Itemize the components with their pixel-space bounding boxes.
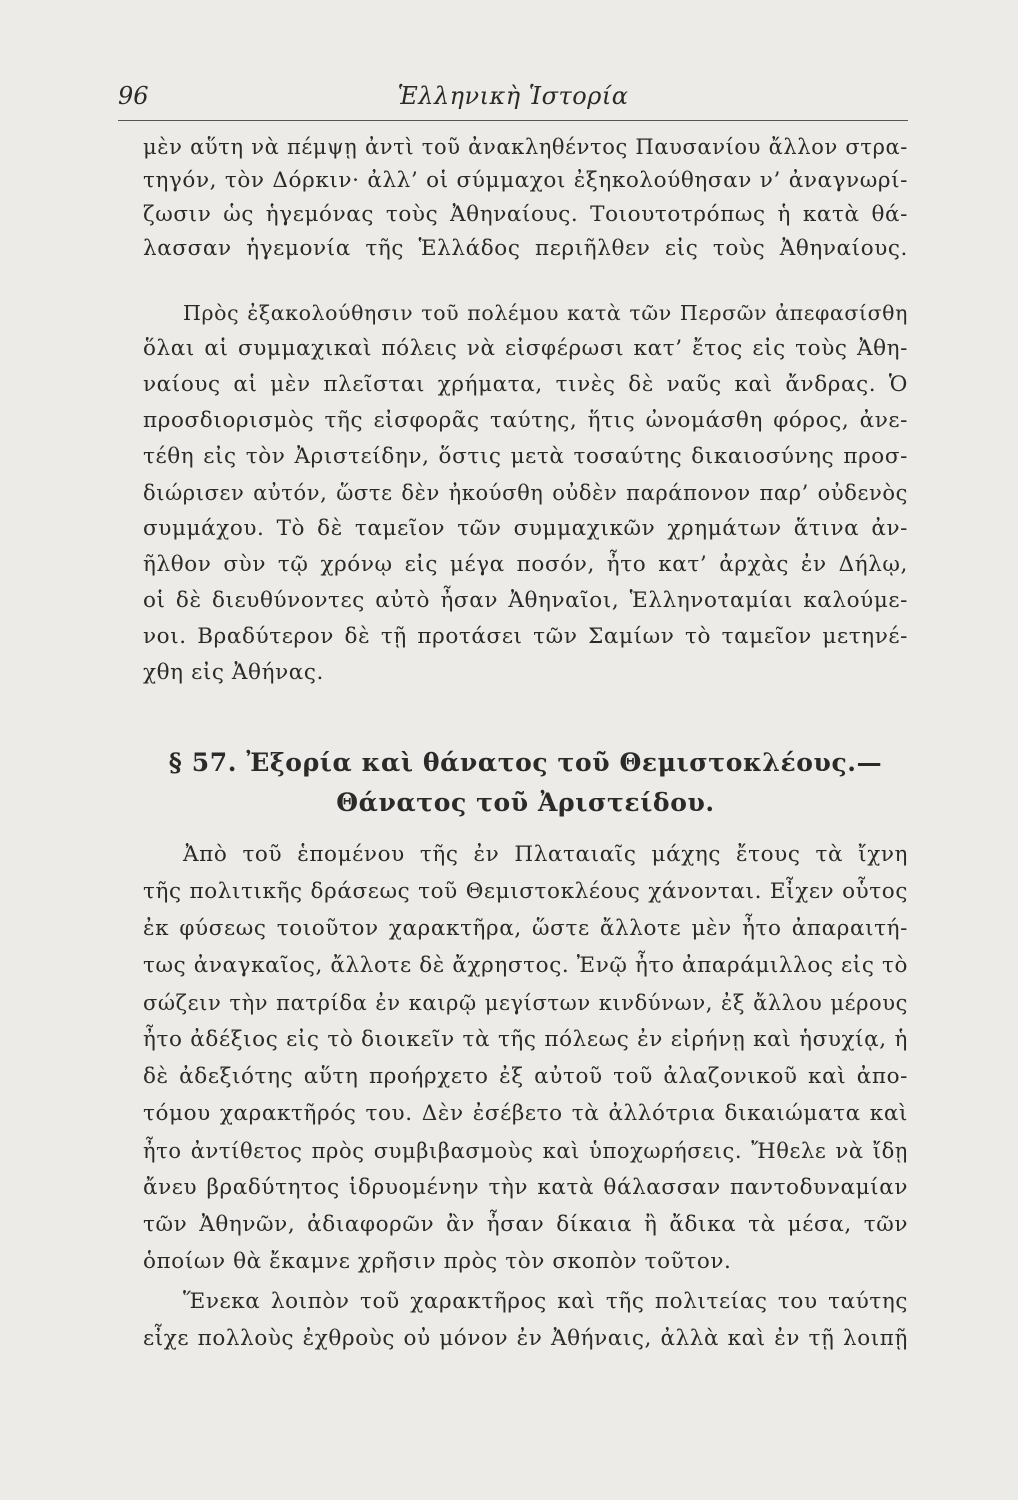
text-line: προσδιορισμὸς τῆς εἰσφορᾶς ταύτης, ἥτις ὠνομάσθη φόρος, ἀνε- (143, 408, 908, 433)
text-line: ἦτο ἀντίθετος πρὸς συμβιβασμοὺς καὶ ὑποχωρήσεις. Ἤθελε νὰ ἴδῃ (143, 1139, 908, 1163)
text-line: τηγόν, τὸν Δόρκιν· ἀλλ’ οἱ σύμμαχοι ἐξηκολούθησαν ν’ ἀναγνωρί- (143, 168, 908, 193)
text-line: ναίους αἱ μὲν πλεῖσται χρήματα, τινὲς δὲ ναῦς καὶ ἄνδρας. Ὁ (143, 372, 908, 397)
page-number: 96 (118, 82, 149, 110)
text-line: χθη εἰς Ἀθήνας. (143, 660, 324, 685)
text-line: τῆς πολιτικῆς δράσεως τοῦ Θεμιστοκλέους χάνονται. Εἶχεν οὗτος (143, 879, 908, 904)
text-line: ἄνευ βραδύτητος ἱδρυομένην τὴν κατὰ θάλασσαν παντοδυναμίαν (143, 1175, 908, 1200)
text-line: τόμου χαρακτῆρός του. Δὲν ἐσέβετο τὰ ἀλλότρια δικαιώματα καὶ (143, 1101, 908, 1126)
running-title: Ἑλληνικὴ Ἱστορία (397, 82, 629, 110)
text-line: τέθη εἰς τὸν Ἀριστείδην, ὅστις μετὰ τοσαύτης δικαιοσύνης προσ- (143, 444, 908, 469)
text-line: διώρισεν αὐτόν, ὥστε δὲν ἠκούσθη οὐδὲν παράπονον παρ’ οὐδενὸς (143, 481, 908, 505)
text-line: δὲ ἀδεξιότης αὕτη προήρχετο ἐξ αὐτοῦ τοῦ ἀλαζονικοῦ καὶ ἀπο- (143, 1064, 908, 1089)
text-line: μὲν αὕτη νὰ πέμψῃ ἀντὶ τοῦ ἀνακληθέντος Παυσανίου ἄλλον στρα- (143, 135, 908, 159)
text-line: Ἕνεκα λοιπὸν τοῦ χαρακτῆρος καὶ τῆς πολιτείας του ταύτης (183, 1289, 908, 1314)
text-line: λασσαν ἡγεμονία τῆς Ἑλλάδος περιῆλθεν εἰς τοὺς Ἀθηναίους. (143, 236, 908, 261)
text-line: Ἀπὸ τοῦ ἑπομένου τῆς ἐν Πλαταιαῖς μάχης ἔτους τὰ ἴχνη (183, 842, 908, 867)
text-line: εἶχε πολλοὺς ἐχθροὺς οὐ μόνον ἐν Ἀθήναις, ἀλλὰ καὶ ἐν τῇ λοιπῇ (143, 1326, 908, 1351)
text-line: τῶν Ἀθηνῶν, ἀδιαφορῶν ἂν ἦσαν δίκαια ἢ ἄδικα τὰ μέσα, τῶν (143, 1212, 908, 1237)
text-line: ὁποίων θὰ ἔκαμνε χρῆσιν πρὸς τὸν σκοπὸν τοῦτον. (143, 1249, 732, 1274)
text-line: σώζειν τὴν πατρίδα ἐν καιρῷ μεγίστων κινδύνων, ἐξ ἄλλου μέρους (143, 991, 908, 1015)
page-header (118, 80, 908, 121)
section-heading-line-1: § 57. Ἐξορία καὶ θάνατος τοῦ Θεμιστοκλέους.— (168, 748, 883, 777)
text-line: ῆλθον σὺν τῷ χρόνῳ εἰς μέγα ποσόν, ἦτο κατ’ ἀρχὰς ἐν Δήλῳ, (143, 552, 908, 577)
text-line: νοι. Βραδύτερον δὲ τῇ προτάσει τῶν Σαμίων τὸ ταμεῖον μετηνέ- (143, 624, 908, 649)
section-heading-line-2: Θάνατος τοῦ Ἀριστείδου. (336, 788, 715, 817)
text-line: ἐκ φύσεως τοιοῦτον χαρακτῆρα, ὥστε ἄλλοτε μὲν ἦτο ἀπαραιτή- (143, 916, 908, 941)
text-line: οἱ δὲ διευθύνοντες αὐτὸ ἦσαν Ἀθηναῖοι, Ἑλληνοταμίαι καλούμε- (143, 588, 908, 613)
text-line: ζωσιν ὡς ἡγεμόνας τοὺς Ἀθηναίους. Τοιουτοτρόπως ἡ κατὰ θά- (143, 202, 908, 227)
text-line: συμμάχου. Τὸ δὲ ταμεῖον τῶν συμμαχικῶν χρημάτων ἅτινα ἀν- (143, 516, 908, 541)
text-line: ὅλαι αἱ συμμαχικαὶ πόλεις νὰ εἰσφέρωσι κατ’ ἔτος εἰς τοὺς Ἀθη- (143, 336, 908, 361)
text-line: τως ἀναγκαῖος, ἄλλοτε δὲ ἄχρηστος. Ἐνῷ ἦτο ἀπαράμιλλος εἰς τὸ (143, 953, 908, 978)
text-line: ἦτο ἀδέξιος εἰς τὸ διοικεῖν τὰ τῆς πόλεως ἐν εἰρήνῃ καὶ ἡσυχίᾳ, ἡ (143, 1027, 908, 1052)
text-line: Πρὸς ἐξακολούθησιν τοῦ πολέμου κατὰ τῶν Περσῶν ἀπεφασίσθη (183, 301, 908, 325)
